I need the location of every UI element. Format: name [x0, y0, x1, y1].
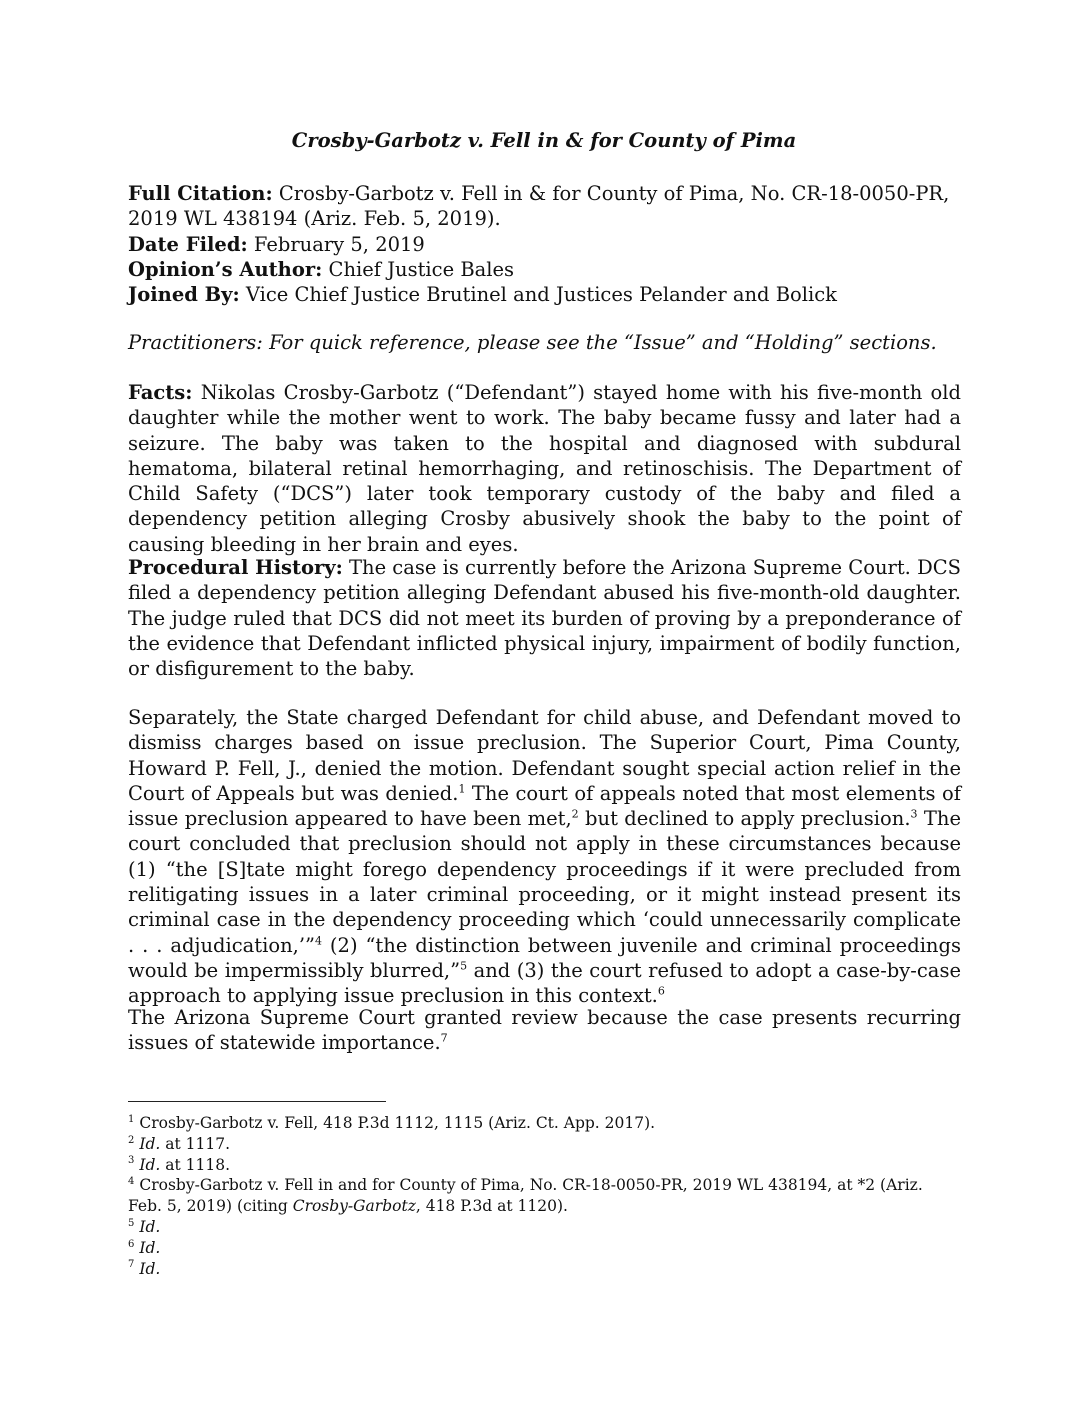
footnote-2-id: Id.: [139, 1134, 161, 1153]
footnote-2: [128, 1134, 961, 1155]
facts-section: [128, 380, 961, 557]
footnote-1: [128, 1113, 961, 1134]
footnote-5-id: Id.: [139, 1217, 161, 1236]
footnote-4: [128, 1175, 961, 1217]
footnote-4-case-name: Crosby-Garbotz: [292, 1197, 416, 1216]
opinion-author-text: Chief Justice Bales: [328, 257, 515, 281]
case-metadata: [128, 181, 961, 307]
footnote-1-mark: 1: [128, 1113, 135, 1125]
procedural-history-label: Procedural History:: [128, 556, 343, 579]
separately-paragraph: [128, 705, 961, 1009]
footnote-5-mark: 5: [128, 1217, 135, 1229]
footnote-6-id: Id.: [139, 1238, 161, 1257]
footnote-ref-5: 5: [460, 959, 468, 973]
separately-text-2: The court of appeals noted that most elements of issue preclusion appeared to have been met,: [128, 781, 961, 831]
joined-by-label: Joined By:: [128, 283, 240, 307]
facts-label: Facts:: [128, 381, 193, 404]
footnote-3-mark: 3: [128, 1155, 135, 1167]
footnote-3: [128, 1155, 961, 1176]
facts-text: Nikolas Crosby-Garbotz (“Defendant”) stayed home with his five-month old daughter while the mother went to work. The baby became fussy and later had a seizure. The baby was taken to the hospital and diagnosed with subdural hematoma, bilateral retinal hemorrhaging, and retinoschisis. The Department of Child Safety (“DCS”) later took temporary custody of the baby and filed a dependency petition alleging Crosby abusively shook the baby to the point of causing bleeding in her brain and eyes.: [128, 381, 961, 556]
practitioners-note: Practitioners: For quick reference, please see the “Issue” and “Holding” sections.: [128, 331, 937, 354]
opinion-author-line: [128, 257, 961, 282]
footnote-4-text-b: , 418 P.3d at 1120).: [415, 1197, 568, 1216]
review-text: The Arizona Supreme Court granted review because the case presents recurring issues of statewide importance.: [128, 1006, 961, 1055]
footnote-ref-1: 1: [458, 782, 466, 796]
separately-text-1: Separately, the State charged Defendant for child abuse, and Defendant moved to dismiss charges based on issue preclusion. The Superior Court, Pima County, Howard P. Fell, J., denied the motion. Defendant sought special action relief in the Court of Appeals but was denied.: [128, 706, 961, 805]
separately-text-5: (2) “the distinction between juvenile and criminal proceedings would be impermissibly blurred,”: [128, 933, 961, 982]
full-citation-text: Crosby-Garbotz v. Fell in & for County of Pima, No. CR-18-0050-PR, 2019 WL 438194 (Ariz. Feb. 5, 2019).: [128, 182, 950, 231]
footnote-ref-7: 7: [440, 1031, 448, 1045]
separately-text-4: The court concluded that preclusion should not apply in these circumstances because (1) “the [S]tate might forego dependency proceedings if it were precluded from relitigating issues in a later criminal proceeding, or it might instead present its criminal case in the dependency proceeding which ‘could unnecessarily complicate . . . adjudication,’”: [128, 807, 961, 957]
joined-by-text: Vice Chief Justice Brutinel and Justices Pelander and Bolick: [245, 283, 837, 307]
procedural-history-text: The case is currently before the Arizona Supreme Court. DCS filed a dependency petition alleging Defendant abused his five-month-old daughter. The judge ruled that DCS did not meet its burden of proving by a preponderance of the evidence that Defendant inflicted physical injury, impairment of bodily function, or disfigurement to the baby.: [128, 556, 962, 681]
footnote-2-mark: 2: [128, 1134, 135, 1146]
opinion-author-label: Opinion’s Author:: [128, 257, 323, 281]
footnote-4-text-a: Crosby-Garbotz v. Fell in and for County of Pima, No. CR-18-0050-PR, 2019 WL 438194, at *2 (Ariz. Feb. 5, 2019) (citing: [128, 1176, 923, 1216]
review-paragraph: [128, 1005, 961, 1056]
footnote-7-mark: 7: [128, 1259, 135, 1271]
footnote-3-text: at 1118.: [160, 1155, 231, 1174]
footnote-7: [128, 1259, 961, 1280]
footnote-6-mark: 6: [128, 1238, 135, 1250]
footnote-ref-4: 4: [315, 934, 323, 948]
date-filed-line: [128, 232, 961, 257]
footnotes-section: [128, 1113, 961, 1279]
footnote-7-id: Id.: [139, 1259, 161, 1278]
footnote-5: [128, 1217, 961, 1238]
separately-text-3: but declined to apply preclusion.: [578, 807, 911, 831]
footnote-2-text: at 1117.: [160, 1134, 231, 1153]
date-filed-label: Date Filed:: [128, 232, 248, 256]
full-citation-line: [128, 181, 961, 232]
footnote-4-mark: 4: [128, 1176, 135, 1188]
case-title: Crosby-Garbotz v. Fell in & for County of Pima: [291, 129, 797, 152]
footnote-6: [128, 1238, 961, 1259]
separately-text-6: and (3) the court refused to adopt a case-by-case approach to applying issue preclusion in this context.: [128, 958, 961, 1008]
full-citation-label: Full Citation:: [128, 182, 273, 205]
joined-by-line: [128, 282, 961, 307]
footnote-ref-2: 2: [571, 807, 579, 821]
date-filed-text: February 5, 2019: [253, 232, 425, 256]
footnote-ref-6: 6: [657, 984, 665, 998]
footnote-divider: [128, 1101, 386, 1102]
footnote-3-id: Id.: [139, 1155, 161, 1174]
footnote-ref-3: 3: [910, 807, 918, 821]
procedural-history-section: [128, 555, 961, 681]
footnote-1-text: Crosby-Garbotz v. Fell, 418 P.3d 1112, 1115 (Ariz. Ct. App. 2017).: [139, 1114, 656, 1132]
